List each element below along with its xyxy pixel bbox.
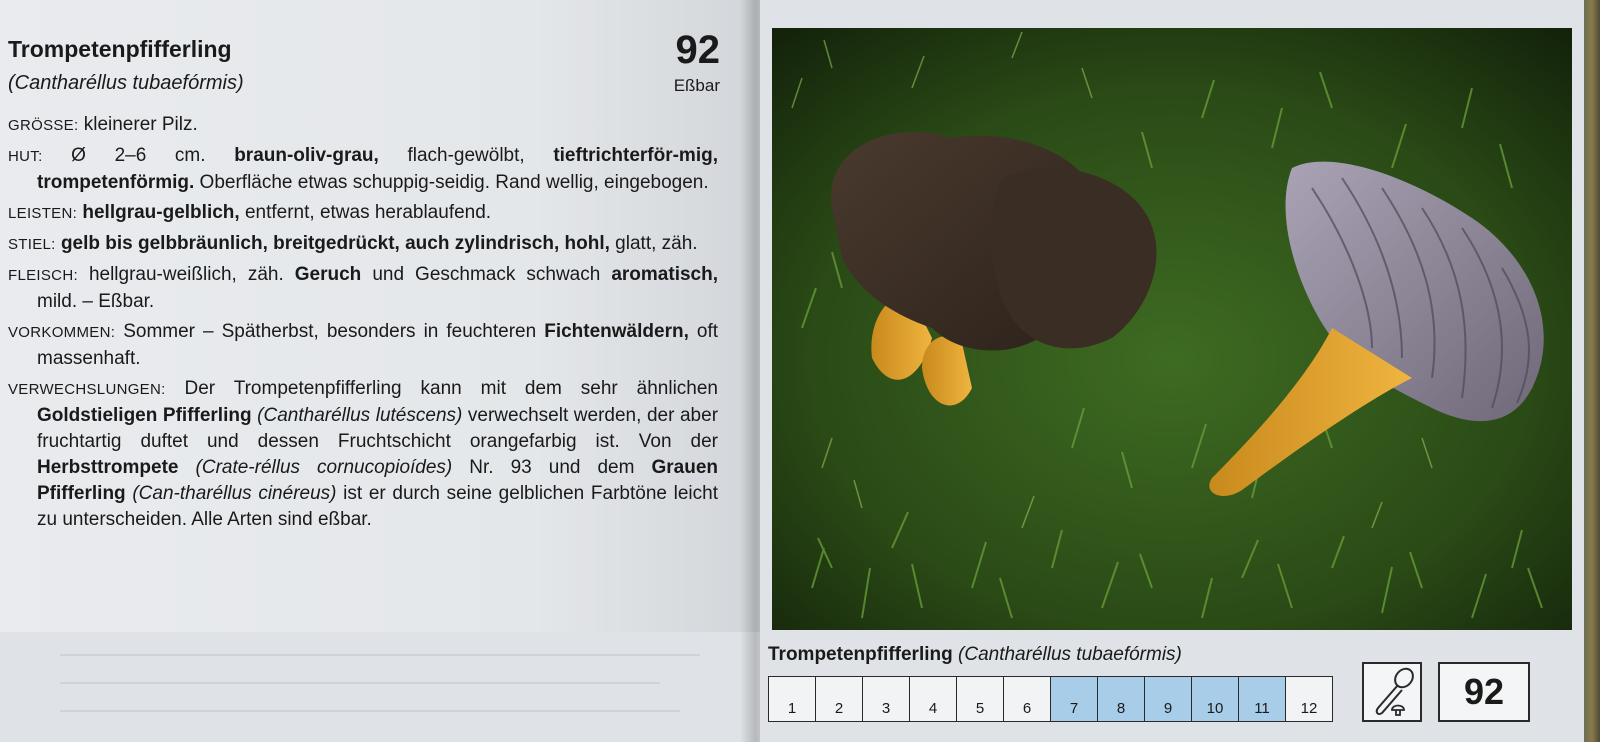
caption-latin: (Cantharéllus tubaefórmis) (958, 644, 1182, 665)
entry-text: verwechselt werden, der aber fruchtartig duftet und dessen Fruchtschicht orangefarbig ist. Von der (37, 405, 719, 452)
month-cell: 10 (1192, 676, 1239, 722)
edible-indicator (1362, 662, 1422, 722)
month-cell: 11 (1239, 676, 1286, 722)
entry-label: FLEISCH: (8, 267, 78, 284)
species-number-box: 92 (1438, 662, 1530, 722)
entry-text: oft massenhaft. (37, 321, 719, 369)
month-cell: 8 (1098, 676, 1145, 722)
month-cell: 5 (957, 676, 1004, 722)
description-entry (8, 200, 718, 227)
entry-text: und Geschmack schwach (361, 264, 612, 285)
species-latin-name: (Cantharéllus tubaefórmis) (8, 72, 244, 94)
entry-text: Nr. 93 und dem (452, 457, 652, 478)
entry-text (178, 457, 195, 478)
entry-text: Geruch (294, 264, 362, 285)
description-entry (8, 143, 718, 196)
entry-text: Grauen Pfifferling (37, 457, 719, 504)
entry-text: Herbsttrompete (37, 457, 179, 478)
description-entry (8, 262, 718, 315)
entry-text: flach-gewölbt, (378, 145, 554, 166)
caption-name: Trompetenpfifferling (768, 644, 953, 665)
entry-label: GRÖSSE: (8, 117, 79, 134)
entry-label: VORKOMMEN: (8, 324, 116, 341)
month-cell: 7 (1051, 676, 1098, 722)
entry-label: VERWECHSLUNGEN: (8, 381, 166, 398)
entry-text: aromatisch, (611, 264, 718, 285)
entry-text: hellgrau-weißlich, zäh. (77, 264, 295, 285)
month-cell: 12 (1286, 676, 1333, 722)
entry-label: LEISTEN: (8, 205, 78, 222)
entry-text: gelb bis gelbbräunlich, breitgedrückt, auch zylindrisch, hohl, (60, 233, 610, 254)
entry-text: kleinerer Pilz. (78, 114, 198, 135)
right-page (760, 0, 1600, 742)
entry-text: (Can-tharéllus cinéreus) (132, 483, 337, 504)
entry-text: Oberfläche etwas schuppig-seidig. Rand wellig, eingebogen. (194, 172, 709, 193)
month-cell: 1 (769, 676, 816, 722)
entry-text: glatt, zäh. (609, 233, 698, 254)
description-entries (8, 112, 718, 537)
mushroom-spoon-icon (1364, 664, 1420, 720)
entry-text: entfernt, etwas herablaufend. (239, 202, 492, 223)
entry-text: Der Trompetenpfifferling kann mit dem sehr ähnlichen (165, 378, 718, 399)
entry-text: (Cantharéllus lutéscens) (257, 405, 463, 426)
left-page (0, 0, 760, 742)
description-entry (8, 319, 718, 372)
species-title: Trompetenpfifferling (8, 36, 232, 62)
month-cell: 3 (863, 676, 910, 722)
description-entry (8, 112, 718, 139)
entry-label: STIEL: (8, 236, 56, 253)
entry-text: tieftrichterför-mig, trompetenförmig. (37, 145, 718, 193)
description-entry (8, 231, 718, 258)
entry-text: Fichtenwäldern, (544, 321, 689, 342)
month-cell: 2 (816, 676, 863, 722)
entry-text: Ø 2–6 cm. (42, 145, 235, 166)
description-entry (8, 376, 718, 533)
entry-label: HUT: (8, 148, 43, 165)
entry-text: ist er durch seine gelblichen Farbtöne leicht zu unterscheiden. Alle Arten sind eßbar. (37, 483, 718, 530)
entry-text: Sommer – Spätherbst, besonders in feuchteren (115, 321, 545, 342)
photo-caption (768, 644, 1182, 666)
entry-text: Goldstieligen Pfifferling (37, 405, 252, 426)
month-cell: 4 (910, 676, 957, 722)
mushroom-photo (772, 28, 1572, 630)
entry-text: hellgrau-gelblich, (82, 202, 240, 223)
species-number: 92 (675, 28, 720, 72)
month-cell: 6 (1004, 676, 1051, 722)
entry-text: braun-oliv-grau, (234, 145, 379, 166)
bleed-through-area (0, 632, 760, 742)
month-cell: 9 (1145, 676, 1192, 722)
next-page-edge (1584, 0, 1600, 742)
edibility-label: Eßbar (673, 76, 720, 95)
entry-text: mild. – Eßbar. (37, 291, 155, 312)
season-calendar (768, 676, 1333, 722)
entry-text: (Crate-réllus cornucopioídes) (195, 457, 453, 478)
